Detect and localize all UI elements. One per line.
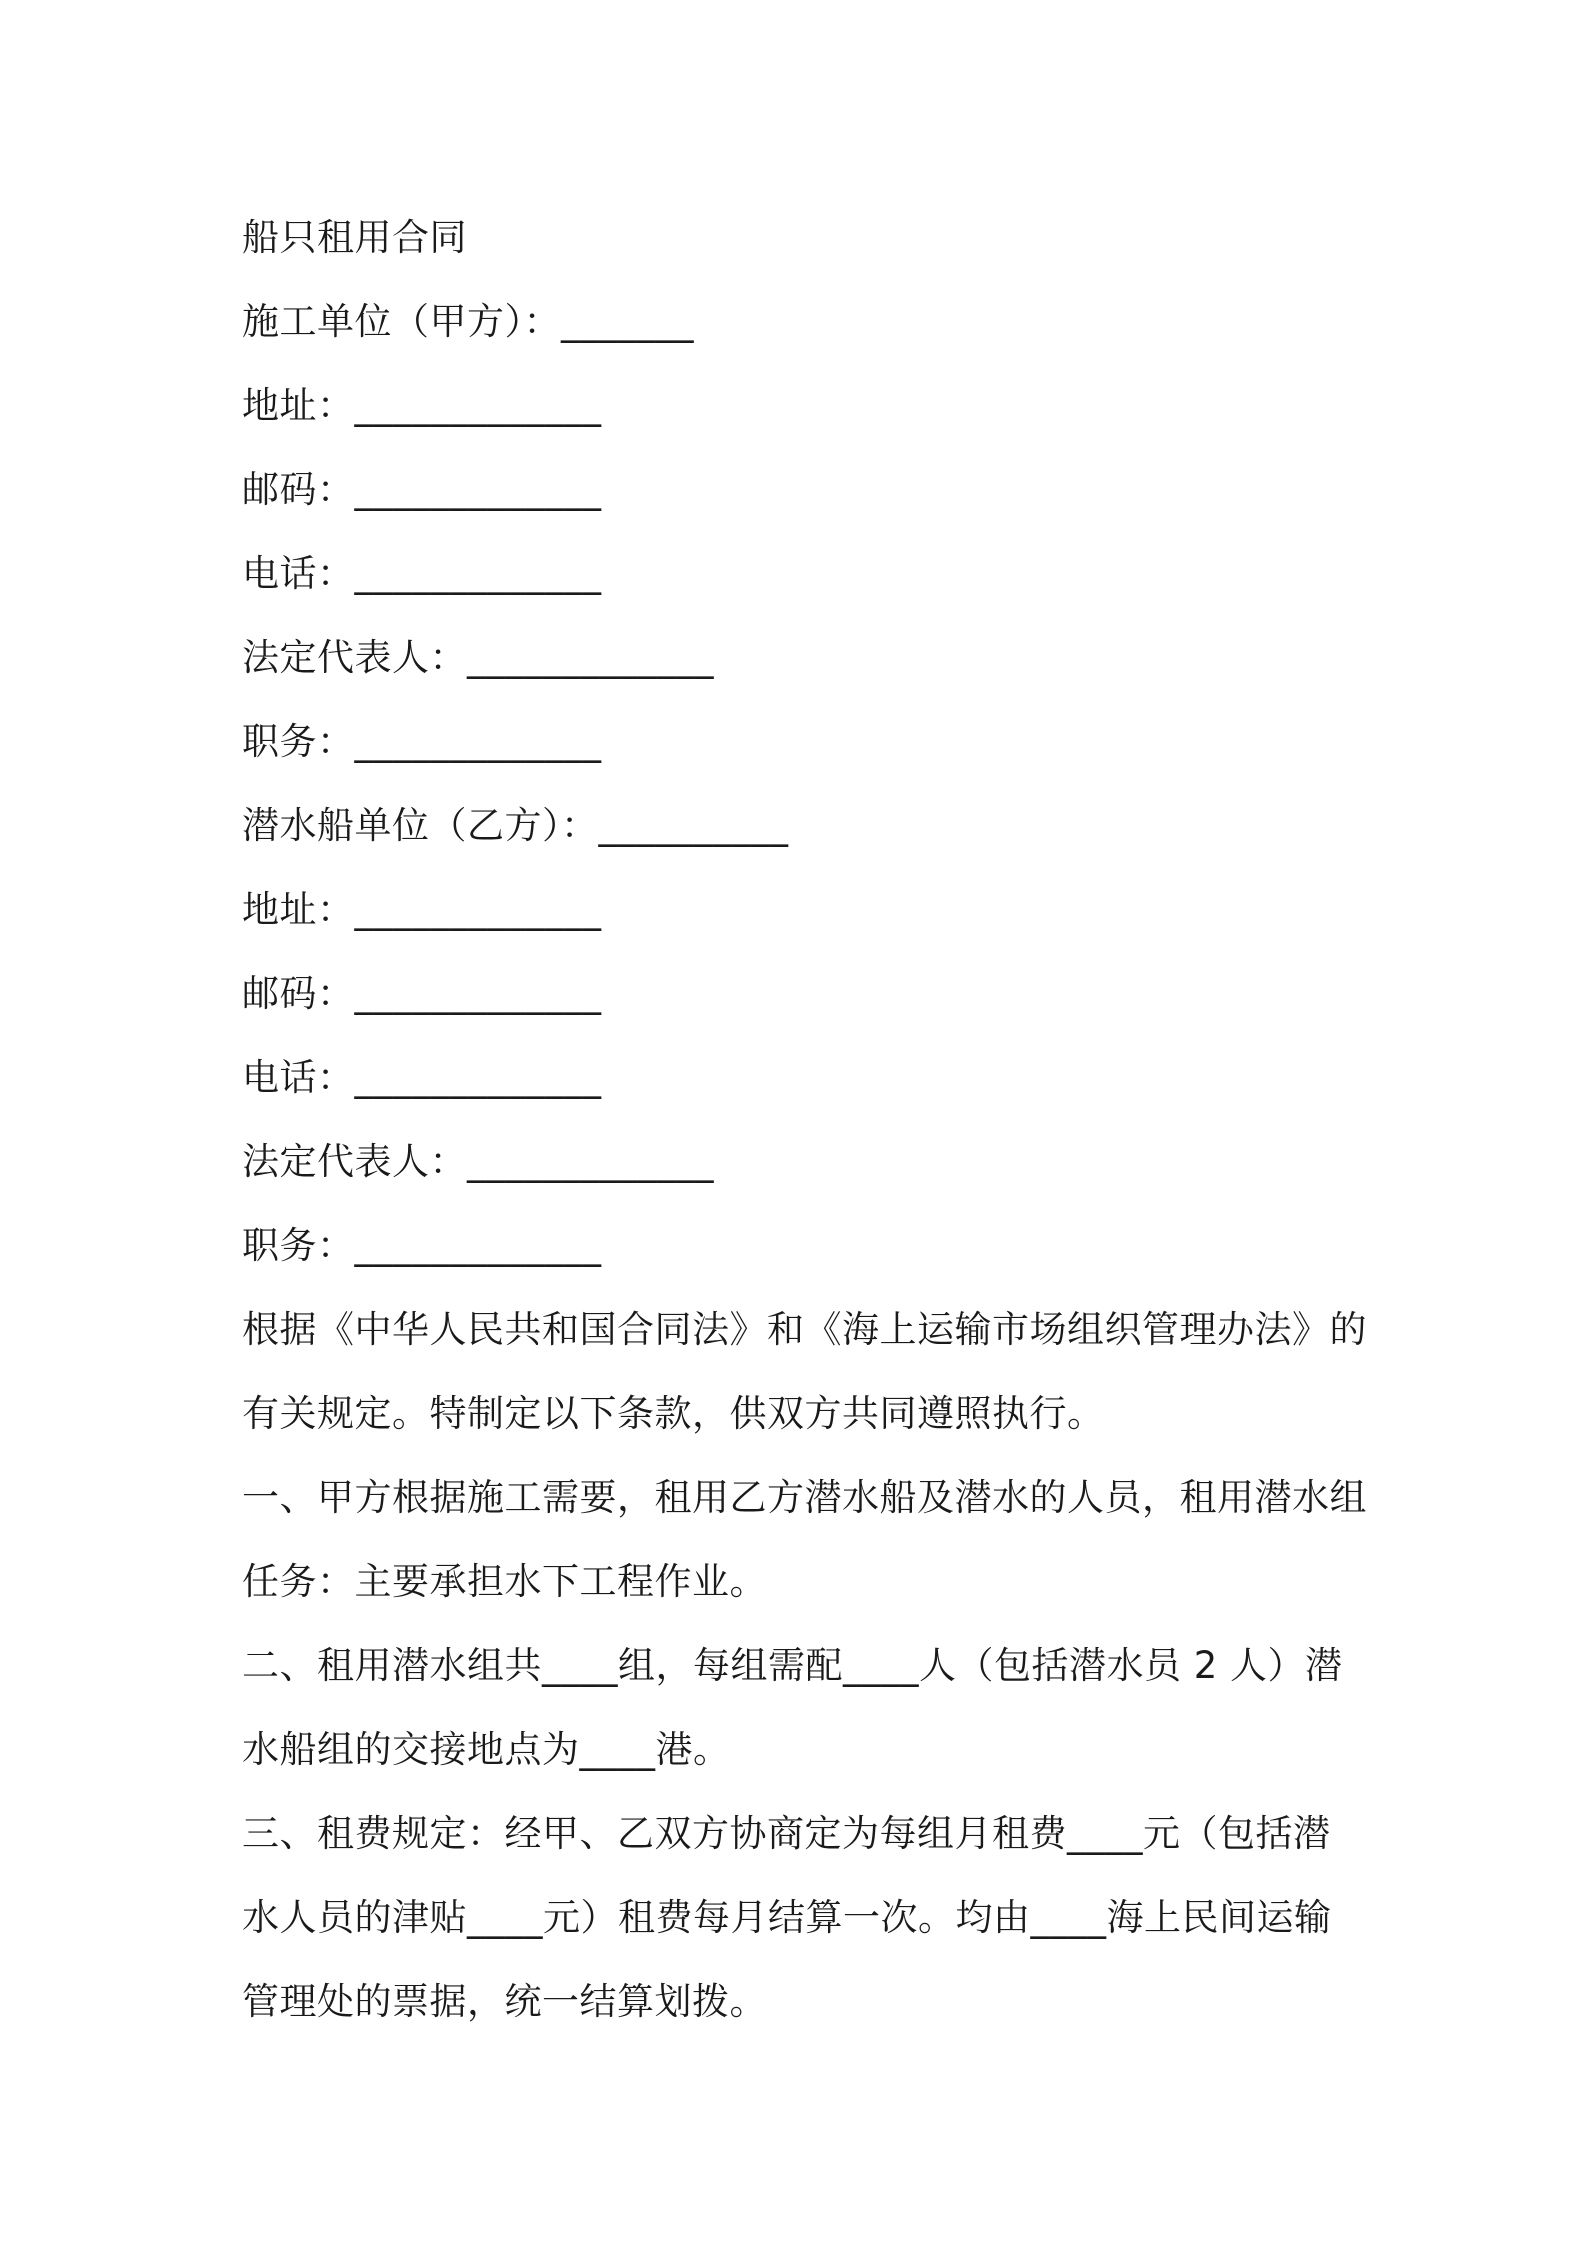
party-a-phone-field: 电话：_____________ — [242, 552, 602, 595]
clause-1-paragraph — [242, 1456, 1367, 1624]
party-b-phone-field: 电话：_____________ — [242, 1056, 602, 1099]
party-a-legal-rep-field: 法定代表人：_____________ — [242, 636, 714, 679]
party-a-postcode-field: 邮码：_____________ — [242, 468, 602, 511]
clause-line: 二、租用潜水组共____组，每组需配____人（包括潜水员 2 人）潜 — [242, 1644, 1343, 1687]
party-a-position-field: 职务：_____________ — [242, 720, 602, 763]
clause-line: 水船组的交接地点为____港。 — [242, 1728, 731, 1771]
preamble-paragraph — [242, 1288, 1367, 1456]
party-b-address-field: 地址：_____________ — [242, 888, 602, 931]
party-a-address-field: 地址：_____________ — [242, 384, 602, 427]
clause-3-paragraph — [242, 1792, 1362, 2044]
clause-line: 三、租费规定：经甲、乙双方协商定为每组月租费____元（包括潜 — [242, 1812, 1331, 1855]
clause-line: 任务：主要承担水下工程作业。 — [242, 1560, 767, 1603]
contract-document — [242, 196, 1367, 2044]
party-b-unit-field: 潜水船单位（乙方）：__________ — [242, 804, 789, 847]
clause-line: 一、甲方根据施工需要，租用乙方潜水船及潜水的人员，租用潜水组 — [242, 1476, 1367, 1519]
preamble-line: 根据《中华人民共和国合同法》和《海上运输市场组织管理办法》的 — [242, 1308, 1367, 1351]
party-b-legal-rep-field: 法定代表人：_____________ — [242, 1140, 714, 1183]
clause-line: 水人员的津贴____元）租费每月结算一次。均由____海上民间运输 — [242, 1896, 1332, 1939]
preamble-line: 有关规定。特制定以下条款，供双方共同遵照执行。 — [242, 1392, 1105, 1435]
clause-2-paragraph — [242, 1624, 1362, 1792]
clause-line: 管理处的票据，统一结算划拨。 — [242, 1980, 767, 2023]
document-title: 船只租用合同 — [242, 216, 467, 259]
party-b-position-field: 职务：_____________ — [242, 1224, 602, 1267]
party-a-unit-field: 施工单位（甲方）：_______ — [242, 300, 694, 343]
party-b-postcode-field: 邮码：_____________ — [242, 972, 602, 1015]
